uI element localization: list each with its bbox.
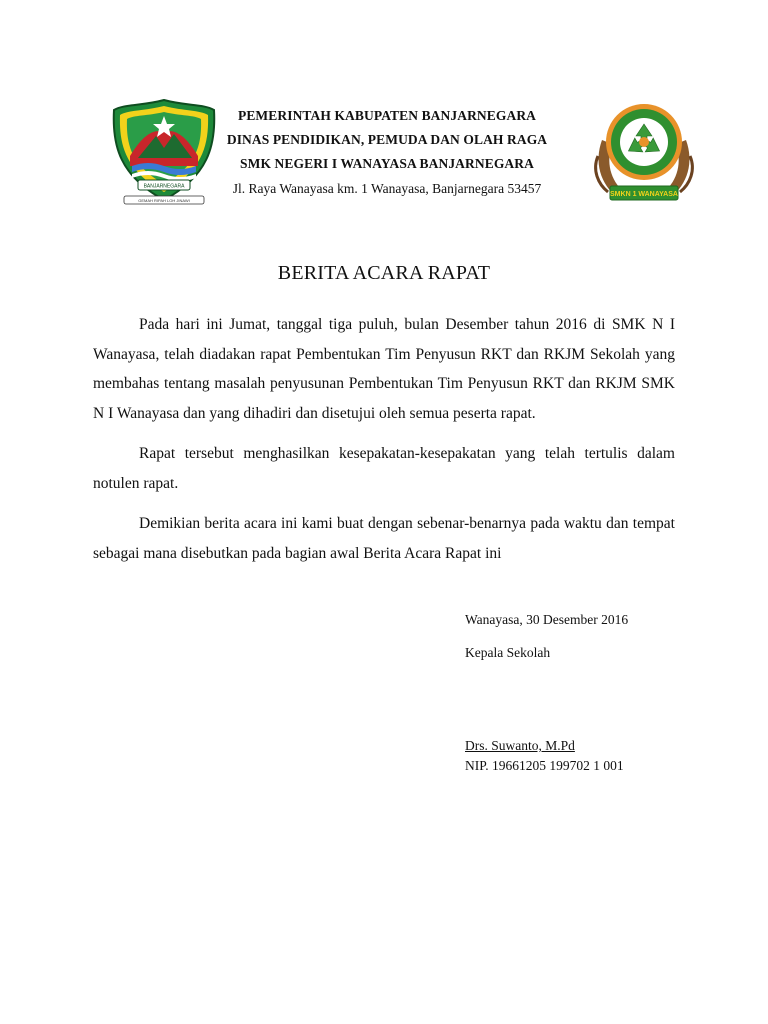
- smk-recycle-emblem-icon: [588, 100, 700, 208]
- signature-name: Drs. Suwanto, M.Pd: [465, 738, 575, 753]
- document-body: [93, 310, 675, 579]
- banjarnegara-regency-crest-icon: [108, 96, 220, 212]
- paragraph-3: Demikian berita acara ini kami buat dengan sebenar-benarnya pada waktu dan tempat sebagai mana disebutkan pada bagian awal Berita Acara Rapat ini: [93, 515, 675, 562]
- letterhead-line-2: DINAS PENDIDIKAN, PEMUDA DAN OLAH RAGA: [226, 132, 548, 147]
- crest-motto-text: GEMAH RIPAH LOH JINAWI: [138, 198, 190, 203]
- paragraph-1: Pada hari ini Jumat, tanggal tiga puluh, bulan Desember tahun 2016 di SMK N I Wanayasa, telah diadakan rapat Pembentukan Tim Penyusun RKT dan RKJM Sekolah yang membahas tentang masalah penyusunan Pembentukan Tim Penyusun RKT dan RKJM SMK N I Wanayasa dan yang dihadiri dan disetujui oleh semua peserta rapat.: [93, 316, 675, 422]
- letterhead: [212, 104, 562, 202]
- document-title: BERITA ACARA RAPAT: [277, 262, 491, 284]
- letterhead-line-1: PEMERINTAH KABUPATEN BANJARNEGARA: [237, 108, 537, 123]
- paragraph-2: Rapat tersebut menghasilkan kesepakatan-kesepakatan yang telah tertulis dalam notulen rapat.: [93, 445, 675, 492]
- crest-banner-text: BANJARNEGARA: [143, 183, 185, 190]
- letterhead-line-3: SMK NEGERI I WANAYASA BANJARNEGARA: [240, 156, 534, 171]
- signature-role: Kepala Sekolah: [465, 645, 551, 660]
- letterhead-address: Jl. Raya Wanayasa km. 1 Wanayasa, Banjarnegara 53457: [232, 181, 542, 196]
- signature-place-date: Wanayasa, 30 Desember 2016: [465, 612, 629, 627]
- emblem-banner-text: SMKN 1 WANAYASA: [610, 191, 678, 198]
- signature-nip: NIP. 19661205 199702 1 001: [465, 758, 624, 773]
